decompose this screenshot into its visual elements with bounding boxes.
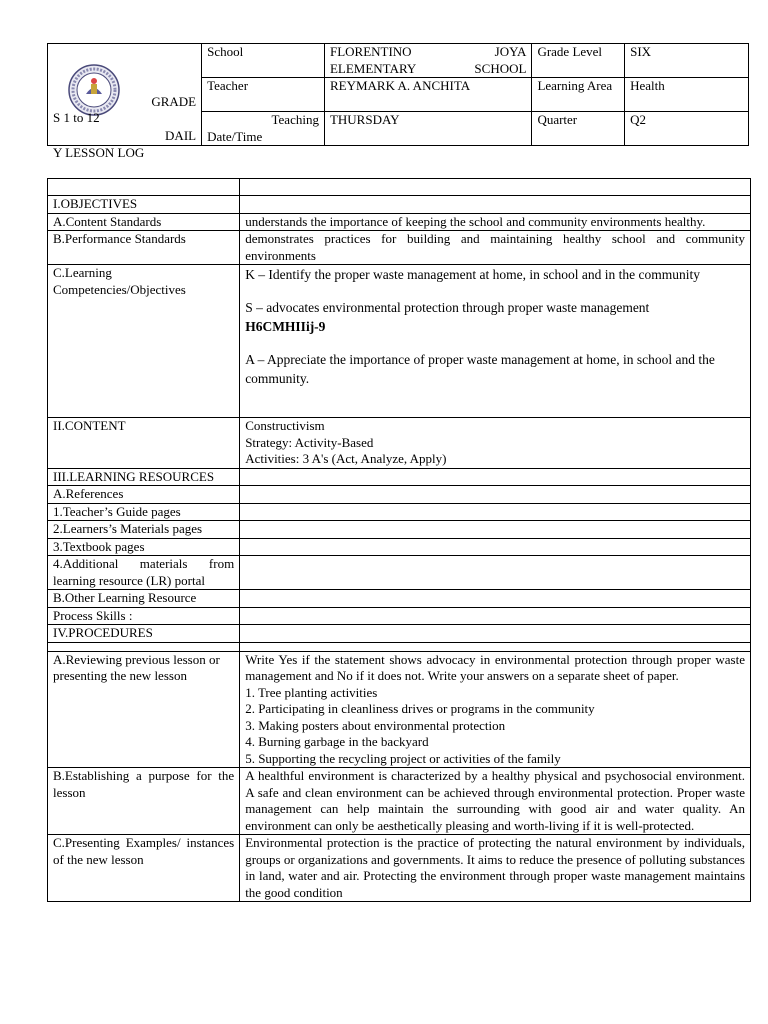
blank-cell <box>240 607 751 625</box>
purpose-label: B.Establishing a purpose for the lesson <box>48 768 240 835</box>
content-value <box>240 418 751 469</box>
list-item: 2. Participating in cleanliness drives or programs in the community <box>245 701 595 716</box>
performance-standards-label: B.Performance Standards <box>48 231 240 265</box>
deped-seal-icon <box>68 64 120 116</box>
teaching-label-line2: Date/Time <box>207 128 263 144</box>
dail-word: DAIL <box>165 128 197 143</box>
blank-cell <box>240 468 751 486</box>
logo-cell <box>48 44 202 160</box>
performance-standards-value: demonstrates practices for building and maintaining healthy school and community environments <box>240 231 751 265</box>
teaching-label-line1: Teaching <box>271 112 319 127</box>
resources-heading: III.LEARNING RESOURCES <box>48 468 240 486</box>
reviewing-lesson-label: A.Reviewing previous lesson or presenting the new lesson <box>48 651 240 768</box>
purpose-value: A healthful environment is characterized by a healthy physical and psychosocial environment. A safe and clean environment can be achieved through environmental protection. Proper waste management can help maintain the surrounding with good air and water quality. An environment can only be aesthetically pleasing and worth-living if it is well-protected. <box>240 768 751 835</box>
list-item: 4. Burning garbage in the backyard <box>245 734 429 749</box>
grade-range: S 1 to 12 <box>53 110 100 125</box>
daily-lesson-log-word: Y LESSON LOG <box>53 145 145 160</box>
teachers-guide-label: 1.Teacher’s Guide pages <box>48 503 240 521</box>
presenting-examples-label: C.Presenting Examples/ instances of the new lesson <box>48 835 240 902</box>
competency-attitude: A – Appreciate the importance of proper waste management at home, in school and the community. <box>245 352 715 386</box>
content-line-3: Activities: 3 A's (Act, Analyze, Apply) <box>245 451 447 466</box>
school-label: School <box>202 44 325 78</box>
list-item: 1. Tree planting activities <box>245 684 378 700</box>
competency-skill: S – advocates environmental protection through proper waste management <box>245 300 650 315</box>
learners-materials-label: 2.Learners’s Materials pages <box>48 521 240 539</box>
references-label: A.References <box>48 486 240 504</box>
blank-cell <box>48 642 240 651</box>
grade-word: GRADE <box>151 94 197 109</box>
blank-cell <box>240 538 751 556</box>
header-table <box>47 43 749 160</box>
teacher-value: REYMARK A. ANCHITA <box>324 78 531 112</box>
reviewing-lesson-value <box>240 651 751 768</box>
list-item: 5. Supporting the recycling project or activities of the family <box>245 750 561 766</box>
textbook-label: 3.Textbook pages <box>48 538 240 556</box>
competency-knowledge: K – Identify the proper waste management at home, in school and in the community <box>245 267 700 282</box>
learning-area-label: Learning Area <box>532 78 625 112</box>
blank-cell <box>240 521 751 539</box>
procedures-heading: IV.PROCEDURES <box>48 625 240 643</box>
blank-cell <box>240 486 751 504</box>
learning-area-value: Health <box>625 78 749 112</box>
content-standards-label: A.Content Standards <box>48 213 240 231</box>
blank-cell <box>240 556 751 590</box>
content-standards-value: understands the importance of keeping the school and community environments healthy. <box>240 213 751 231</box>
grade-level-label: Grade Level <box>532 44 625 78</box>
content-line-2: Strategy: Activity-Based <box>245 434 374 450</box>
teacher-label: Teacher <box>202 78 325 112</box>
blank-cell <box>240 642 751 651</box>
grade-level-value: SIX <box>625 44 749 78</box>
blank-cell <box>240 625 751 643</box>
competencies-value <box>240 265 751 418</box>
list-item: 3. Making posters about environmental protection <box>245 717 506 733</box>
blank-cell <box>240 590 751 608</box>
blank-cell <box>240 196 751 214</box>
quarter-label: Quarter <box>532 112 625 146</box>
teaching-datetime-label <box>202 112 325 146</box>
teaching-value: THURSDAY <box>324 112 531 146</box>
reviewing-intro: Write Yes if the statement shows advocacy in environmental protection through proper waste management and No if it does not. Write your answers on a separate sheet of paper. <box>245 651 745 683</box>
quarter-value: Q2 <box>625 112 749 146</box>
objectives-heading: I.OBJECTIVES <box>48 196 240 214</box>
additional-materials-label: 4.Additional materials from learning resource (LR) portal <box>48 556 240 590</box>
blank-cell <box>240 179 751 196</box>
content-line-1: Constructivism <box>245 418 325 433</box>
competency-code: H6CMHIIij-9 <box>245 319 326 334</box>
presenting-examples-value: Environmental protection is the practice of protecting the natural environment by individuals, groups or organizations and governments. It aims to reduce the presence of polluting substances in land, water and air. Protecting the environment through proper waste management maintains the good condition <box>240 835 751 902</box>
other-resource-label: B.Other Learning Resource <box>48 590 240 608</box>
content-heading: II.CONTENT <box>48 418 240 469</box>
blank-cell <box>48 179 240 196</box>
school-value: FLORENTINO JOYA ELEMENTARY SCHOOL <box>324 44 531 78</box>
blank-cell <box>240 503 751 521</box>
process-skills-label: Process Skills : <box>48 607 240 625</box>
lesson-log-table <box>47 178 751 902</box>
competencies-label: C.Learning Competencies/Objectives <box>48 265 240 418</box>
